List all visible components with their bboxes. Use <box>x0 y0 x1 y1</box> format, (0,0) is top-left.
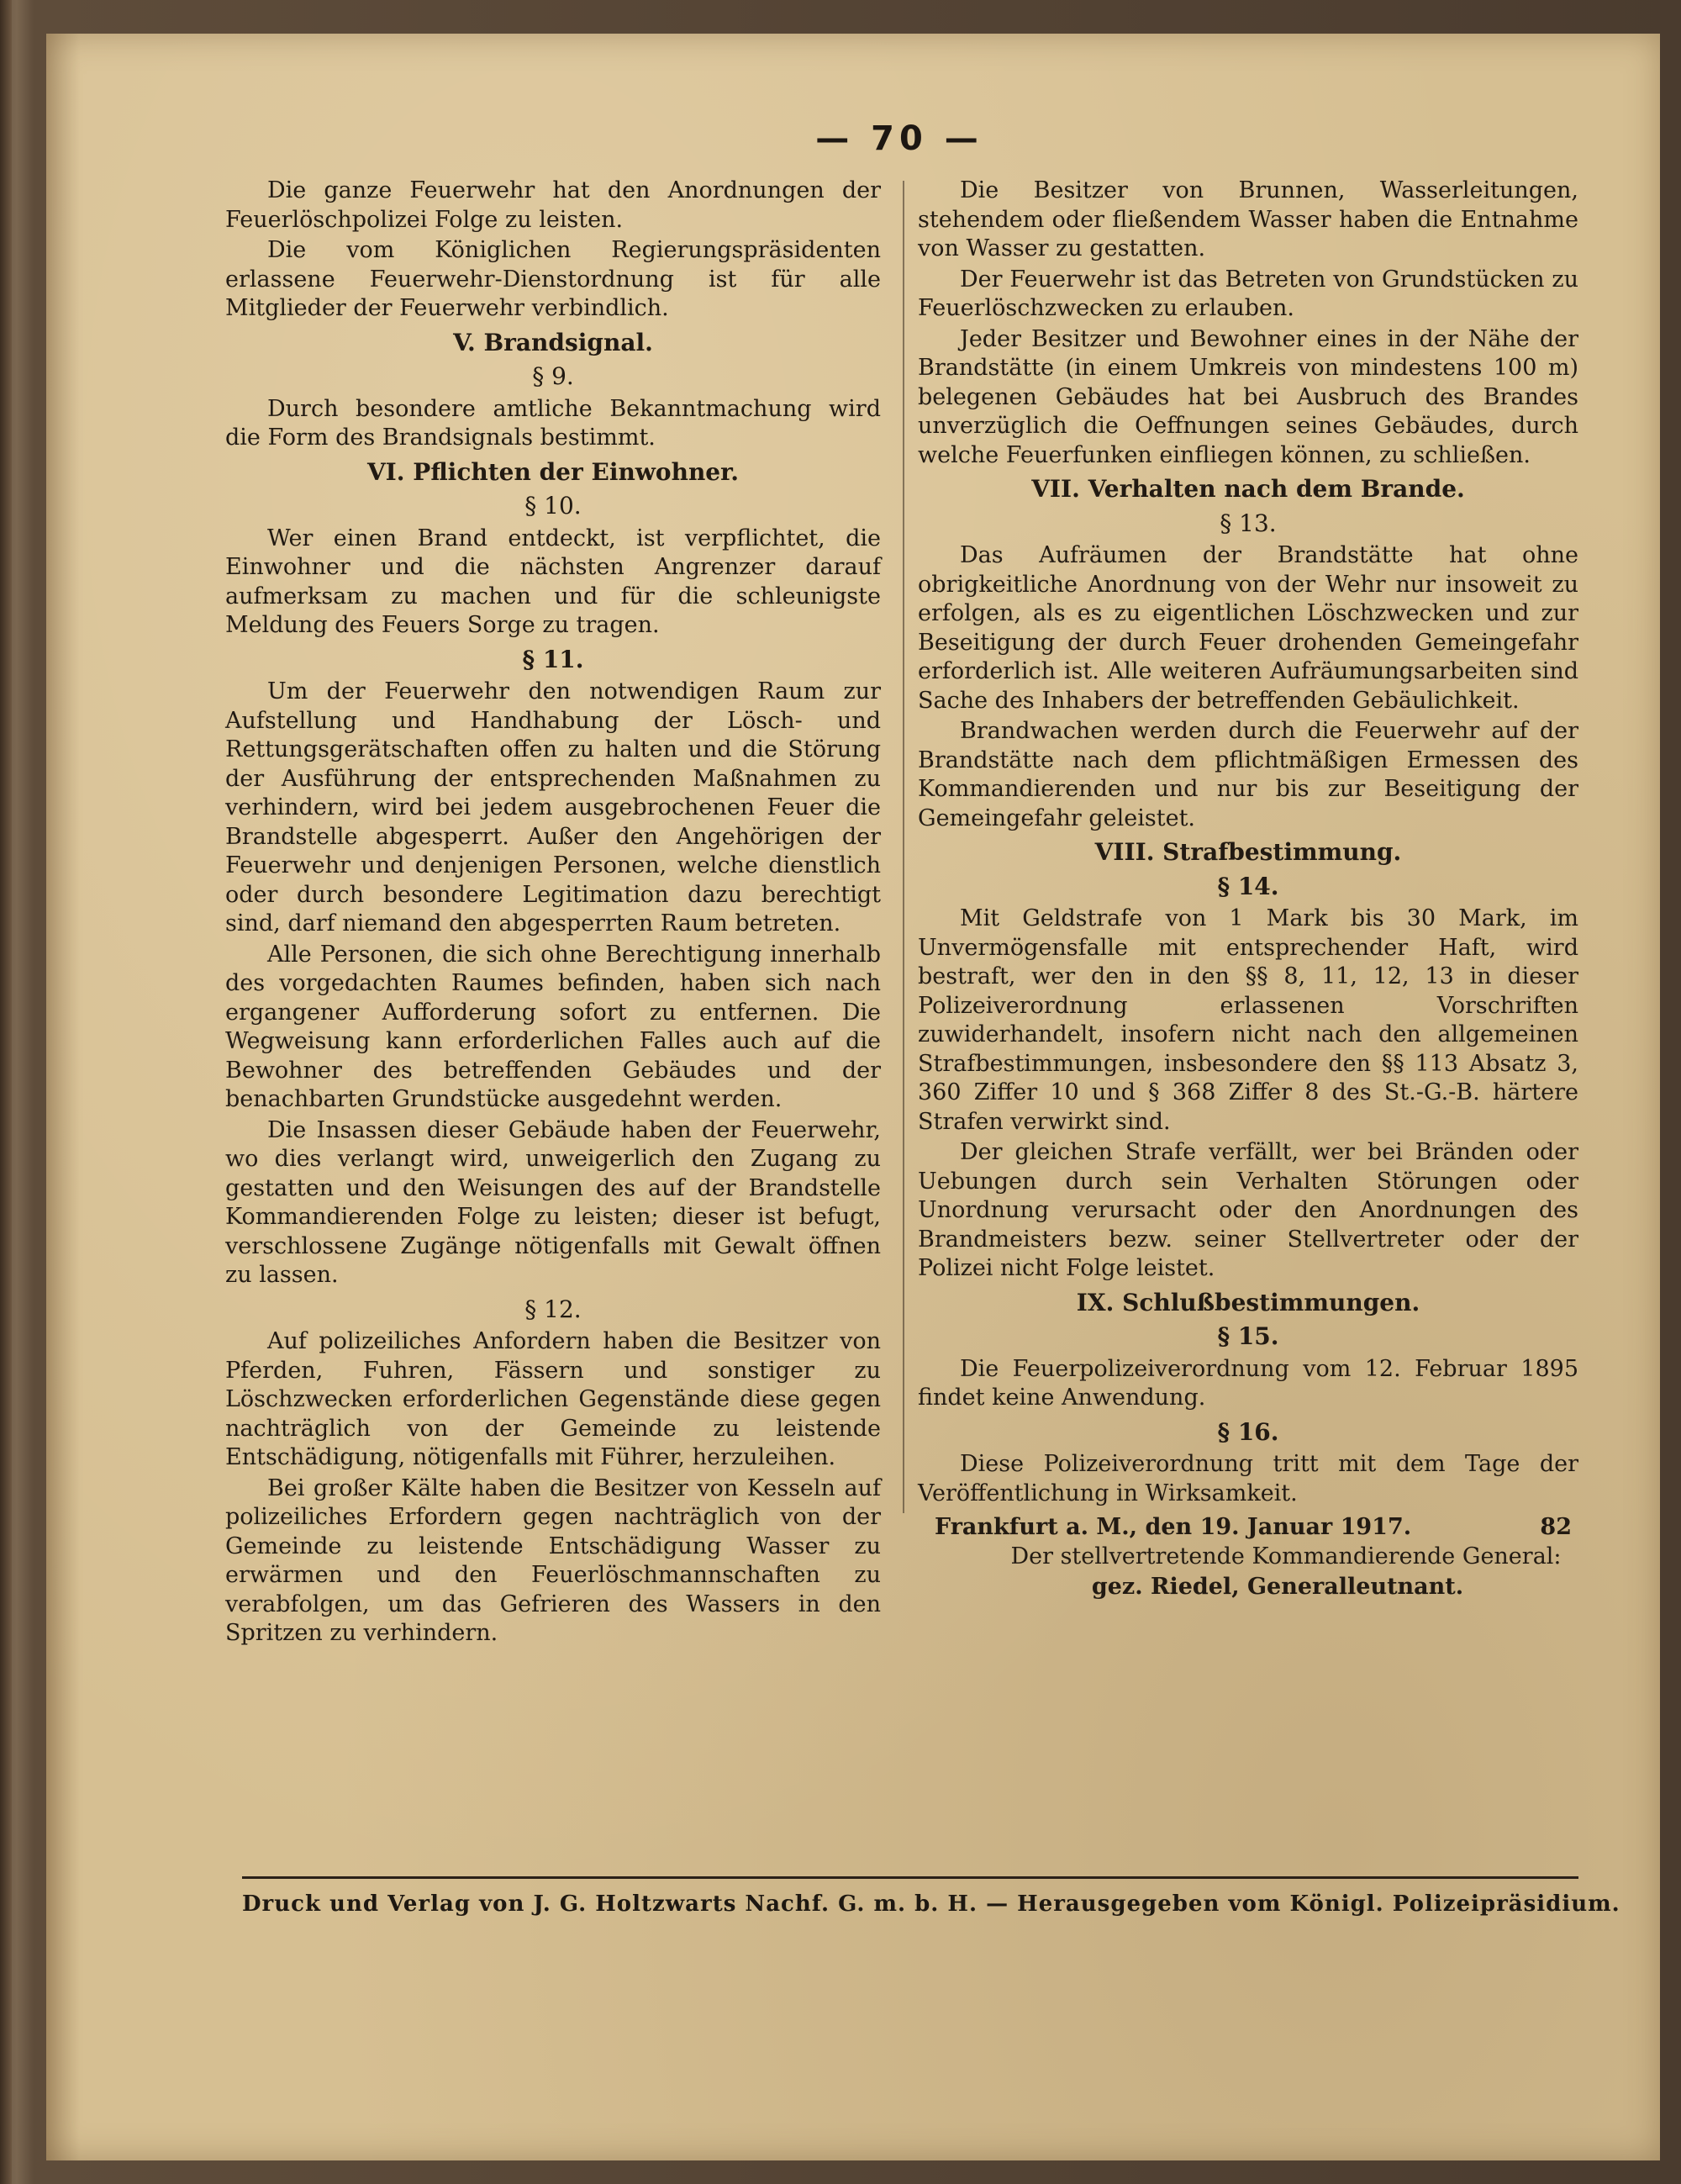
body-paragraph: Alle Personen, die sich ohne Berechtigung innerhalb des vorgedachten Raumes befinden, haben sich nach ergangener Aufforderung sofort zu entfernen. Die Wegweisung kann erforderlichen Falles auch auf die Bewohner des betreffenden Gebäudes und der benachbarten Grundstücke ausgedehnt werden. <box>225 941 881 1112</box>
book-spine <box>0 0 12 2184</box>
right-column <box>918 177 1578 1602</box>
body-paragraph: Die Besitzer von Brunnen, Wasserleitungen, stehendem oder fließendem Wasser haben die Entnahme von Wasser zu gestatten. <box>918 177 1578 261</box>
section-heading: IX. Schlußbestimmungen. <box>1076 1288 1420 1316</box>
body-paragraph: Diese Polizeiverordnung tritt mit dem Tage der Veröffentlichung in Wirksamkeit. <box>918 1451 1578 1506</box>
body-paragraph: Brandwachen werden durch die Feuerwehr auf der Brandstätte nach dem pflichtmäßigen Ermessen des Kommandierenden und nur bis zur Beseitigung der Gemeingefahr geleistet. <box>918 718 1578 831</box>
signoff-place-row <box>918 1513 1578 1543</box>
left-column <box>225 177 881 1649</box>
column-divider <box>903 181 904 1513</box>
paragraph-number: § 9. <box>532 362 574 390</box>
body-paragraph: Die ganze Feuerwehr hat den Anordnungen der Feuerlöschpolizei Folge zu leisten. <box>225 177 881 233</box>
paragraph-number: § 14. <box>1217 872 1279 900</box>
body-paragraph: Die Insassen dieser Gebäude haben der Feuerwehr, wo dies verlangt wird, unweigerlich den Zugang zu gestatten und den Weisungen des auf der Brandstelle Kommandierenden Folge zu leisten; dieser ist befugt, verschlossene Zugänge nötigenfalls mit Gewalt öffnen zu lassen. <box>225 1116 881 1288</box>
paragraph-number: § 15. <box>1217 1322 1279 1350</box>
section-heading: VI. Pflichten der Einwohner. <box>366 457 740 486</box>
signoff-number: 82 <box>1540 1514 1572 1540</box>
paragraph-number: § 10. <box>524 492 582 520</box>
signoff-title: Der stellvertretende Kommandierende General: <box>1010 1543 1562 1569</box>
body-paragraph: Wer einen Brand entdeckt, ist verpflichtet, die Einwohner und die nächsten Angrenzer darauf aufmerksam zu machen und für die schleunigste Meldung des Feuers Sorge zu tragen. <box>225 525 881 638</box>
body-paragraph: Das Aufräumen der Brandstätte hat ohne obrigkeitliche Anordnung von der Wehr nur insoweit zu erfolgen, als es zu eigentlichen Löschzwecken und zur Beseitigung der durch Feuer drohenden Gemeingefahr erforderlich ist. Alle weiteren Aufräumungsarbeiten sind Sache des Inhabers der betreffenden Gebäulichkeit. <box>918 542 1578 714</box>
body-paragraph: Bei großer Kälte haben die Besitzer von Kesseln auf polizeiliches Erfordern gegen nachträglich von der Gemeinde zu leistende Entschädigung Wasser zu erwärmen und den Feuerlöschmannschaften zu verabfolgen, um das Gefrieren des Wassers in den Spritzen zu verhindern. <box>225 1474 881 1646</box>
paragraph-number: § 13. <box>1220 509 1277 537</box>
footer-imprint: Druck und Verlag von J. G. Holtzwarts Nachf. G. m. b. H. — Herausgegeben vom Königl. Polizeipräsidium. <box>242 1891 1620 1917</box>
body-paragraph: Mit Geldstrafe von 1 Mark bis 30 Mark, im Unvermögensfalle mit entsprechender Haft, wird bestraft, wer den in den §§ 8, 11, 12, 13 in dieser Polizeiverordnung erlassenen Vorschriften zuwiderhandelt, insofern nicht nach den allgemeinen Strafbestimmungen, insbesondere den §§ 113 Absatz 3, 360 Ziffer 10 und § 368 Ziffer 8 des St.-G.-B. härtere Strafen verwirkt sind. <box>918 905 1578 1135</box>
signoff-signature: gez. Riedel, Generalleutnant. <box>1091 1574 1464 1600</box>
section-heading: VII. Verhalten nach dem Brande. <box>1031 475 1465 503</box>
paragraph-number: § 12. <box>524 1295 582 1323</box>
right-column-body <box>918 177 1578 1508</box>
paragraph-number: § 16. <box>1217 1417 1279 1446</box>
body-paragraph: Der Feuerwehr ist das Betreten von Grundstücken zu Feuerlöschzwecken zu erlauben. <box>918 266 1578 321</box>
body-paragraph: Jeder Besitzer und Bewohner eines in der Nähe der Brandstätte (in einem Umkreis von mindestens 100 m) belegenen Gebäudes hat bei Ausbruch des Brandes unverzüglich die Oeffnungen seines Gebäudes, durch welche Feuerfunken einfliegen können, zu schließen. <box>918 325 1578 468</box>
footer-rule <box>242 1876 1578 1879</box>
section-heading: VIII. Strafbestimmung. <box>1094 838 1402 866</box>
signoff-place-date: Frankfurt a. M., den 19. Januar 1917. <box>935 1514 1412 1540</box>
body-paragraph: Die vom Königlichen Regierungspräsidenten erlassene Feuerwehr-Dienstordnung ist für alle Mitglieder der Feuerwehr verbindlich. <box>225 237 881 321</box>
paragraph-number: § 11. <box>522 645 584 673</box>
body-paragraph: Durch besondere amtliche Bekanntmachung wird die Form des Brandsignals bestimmt. <box>225 395 881 451</box>
body-paragraph: Um der Feuerwehr den notwendigen Raum zur Aufstellung und Handhabung der Lösch- und Rettungsgerätschaften offen zu halten und die Störung der Ausführung der entsprechenden Maßnahmen zu verhindern, wird bei jedem ausgebrochenen Feuer die Brandstelle abgesperrt. Außer den Angehörigen der Feuerwehr und denjenigen Personen, welche dienstlich oder durch besondere Legitimation dazu berechtigt sind, darf niemand den abgesperrten Raum betreten. <box>225 678 881 936</box>
section-heading: V. Brandsignal. <box>453 328 653 356</box>
body-paragraph: Die Feuerpolizeiverordnung vom 12. Februar 1895 findet keine Anwendung. <box>918 1355 1578 1411</box>
page-number: — 70 — <box>815 119 983 158</box>
body-paragraph: Auf polizeiliches Anfordern haben die Besitzer von Pferden, Fuhren, Fässern und sonstiger zu Löschzwecken erforderlichen Gegenstände diese gegen nachträglich von der Gemeinde zu leistende Entschädigung, nötigenfalls mit Führer, herzuleihen. <box>225 1328 881 1470</box>
body-paragraph: Der gleichen Strafe verfällt, wer bei Bränden oder Uebungen durch sein Verhalten Störungen oder Unordnung verursacht oder den Anordnungen des Brandmeisters bezw. seiner Stellvertreter oder der Polizei nicht Folge leistet. <box>918 1139 1578 1281</box>
